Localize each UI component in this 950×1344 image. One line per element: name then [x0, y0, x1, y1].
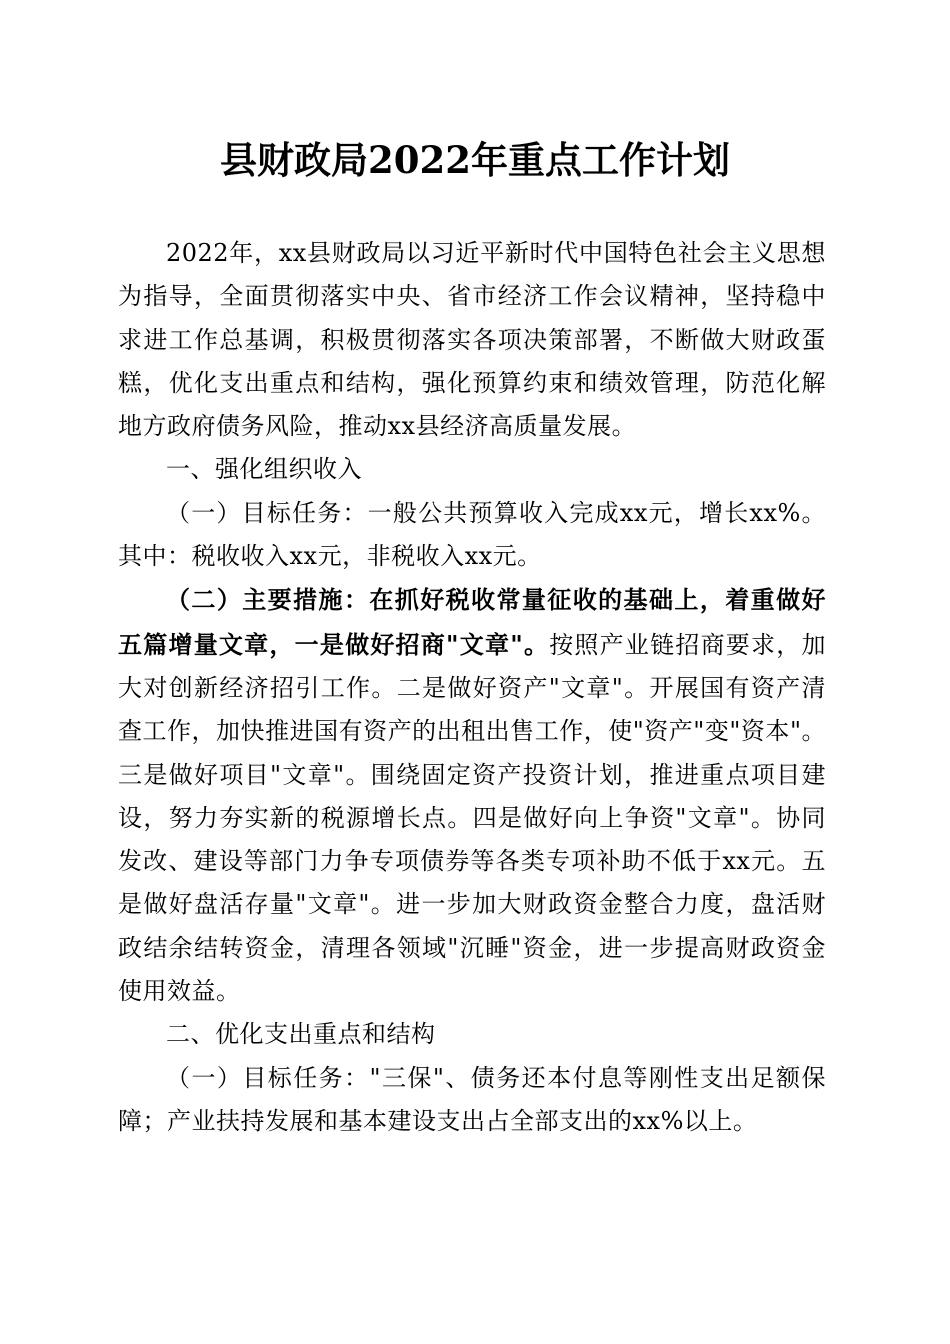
document-body	[118, 232, 826, 1143]
intro-paragraph: 2022年，xx县财政局以习近平新时代中国特色社会主义思想为指导，全面贯彻落实中央、省市经济工作会议精神，坚持稳中求进工作总基调，积极贯彻落实各项决策部署，不断做大财政蛋糕，优化支出重点和结构，强化预算约束和绩效管理，防范化解地方政府债务风险，推动xx县经济高质量发展。	[118, 239, 826, 441]
section-1-target-paragraph: （一）目标任务：一般公共预算收入完成xx元，增长xx%。其中：税收收入xx元，非税收入xx元。	[118, 498, 826, 571]
section-1-measures-text: 按照产业链招商要求，加大对创新经济招引工作。二是做好资产"文章"。开展国有资产清查工作，加快推进国有资产的出租出售工作，使"资产"变"资本"。三是做好项目"文章"。围绕固定资产投资计划，推进重点项目建设，努力夯实新的税源增长点。四是做好向上争资"文章"。协同发改、建设等部门力争专项债券等各类专项补助不低于xx元。五是做好盘活存量"文章"。进一步加大财政资金整合力度，盘活财政结余结转资金，清理各领域"沉睡"资金，进一步提高财政资金使用效益。	[118, 630, 827, 1006]
section-heading-2: 二、优化支出重点和结构	[166, 1020, 436, 1049]
section-1-measures-paragraph	[118, 578, 826, 1013]
section-heading-1: 一、强化组织收入	[166, 455, 362, 484]
document-title: 县财政局2022年重点工作计划	[220, 138, 730, 182]
section-1-measures-lead: （二）主要措施：在抓好税收常量征收的基础上，着重做好五篇增量文章，一是做好招商"文章"。	[118, 585, 826, 659]
section-2-target-paragraph: （一）目标任务："三保"、债务还本付息等刚性支出足额保障；产业扶持发展和基本建设支出占全部支出的xx%以上。	[118, 1063, 826, 1135]
